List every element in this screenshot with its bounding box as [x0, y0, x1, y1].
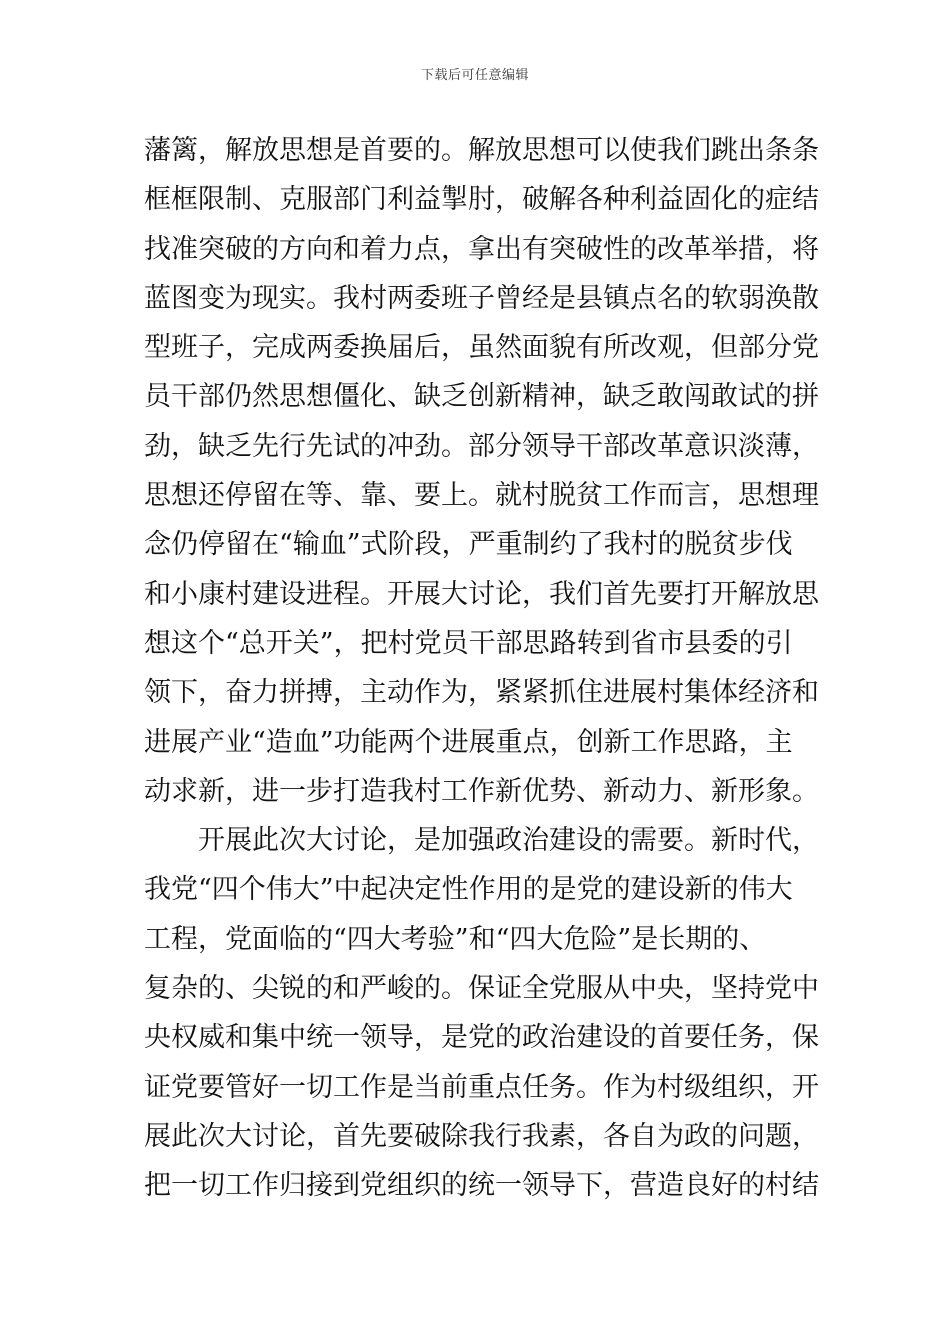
text-line: 念仍停留在“输血”式阶段，严重制约了我村的脱贫步伐	[144, 529, 793, 561]
text-line: 我党“四个伟大”中起决定性作用的是党的建设新的伟大	[144, 874, 793, 906]
text-line: 动求新，进一步打造我村工作新优势、新动力、新形象。	[144, 775, 819, 807]
text-line: 型班子，完成两委换届后，虽然面貌有所改观，但部分党	[144, 332, 819, 364]
text-line: 想这个“总开关”，把村党员干部思路转到省市县委的引	[144, 627, 793, 659]
text-line: 开展此次大讨论，是加强政治建设的需要。新时代，	[198, 825, 819, 857]
text-line: 证党要管好一切工作是当前重点任务。作为村级组织，开	[144, 1071, 819, 1103]
text-line: 展此次大讨论，首先要破除我行我素，各自为政的问题，	[144, 1120, 819, 1152]
text-line: 进展产业“造血”功能两个进展重点，创新工作思路，主	[144, 726, 793, 758]
text-line: 把一切工作归接到党组织的统一领导下，营造良好的村结	[144, 1170, 819, 1202]
text-line: 蓝图变为现实。我村两委班子曾经是县镇点名的软弱涣散	[144, 282, 819, 314]
text-line: 员干部仍然思想僵化、缺乏创新精神，缺乏敢闯敢试的拼	[144, 381, 819, 413]
text-line: 藩篱，解放思想是首要的。解放思想可以使我们跳出条条	[144, 135, 819, 166]
page-header-note: 下载后可任意编辑	[420, 68, 529, 83]
text-line: 和小康村建设进程。开展大讨论，我们首先要打开解放思	[144, 578, 819, 610]
text-line: 找准突破的方向和着力点，拿出有突破性的改革举措，将	[144, 233, 819, 265]
text-line: 复杂的、尖锐的和严峻的。保证全党服从中央，坚持党中	[144, 973, 819, 1005]
text-line: 领下，奋力拼搏，主动作为，紧紧抓住进展村集体经济和	[144, 677, 819, 709]
text-line: 央权威和集中统一领导，是党的政治建设的首要任务，保	[144, 1022, 819, 1054]
body-text	[144, 126, 824, 1211]
text-line: 劲，缺乏先行先试的冲劲。部分领导干部改革意识淡薄，	[144, 430, 819, 462]
text-line: 思想还停留在等、靠、要上。就村脱贫工作而言，思想理	[144, 480, 819, 512]
text-line: 框框限制、克服部门利益掣肘，破解各种利益固化的症结	[144, 184, 819, 216]
text-line: 工程，党面临的“四大考验”和“四大危险”是长期的、	[144, 923, 767, 955]
